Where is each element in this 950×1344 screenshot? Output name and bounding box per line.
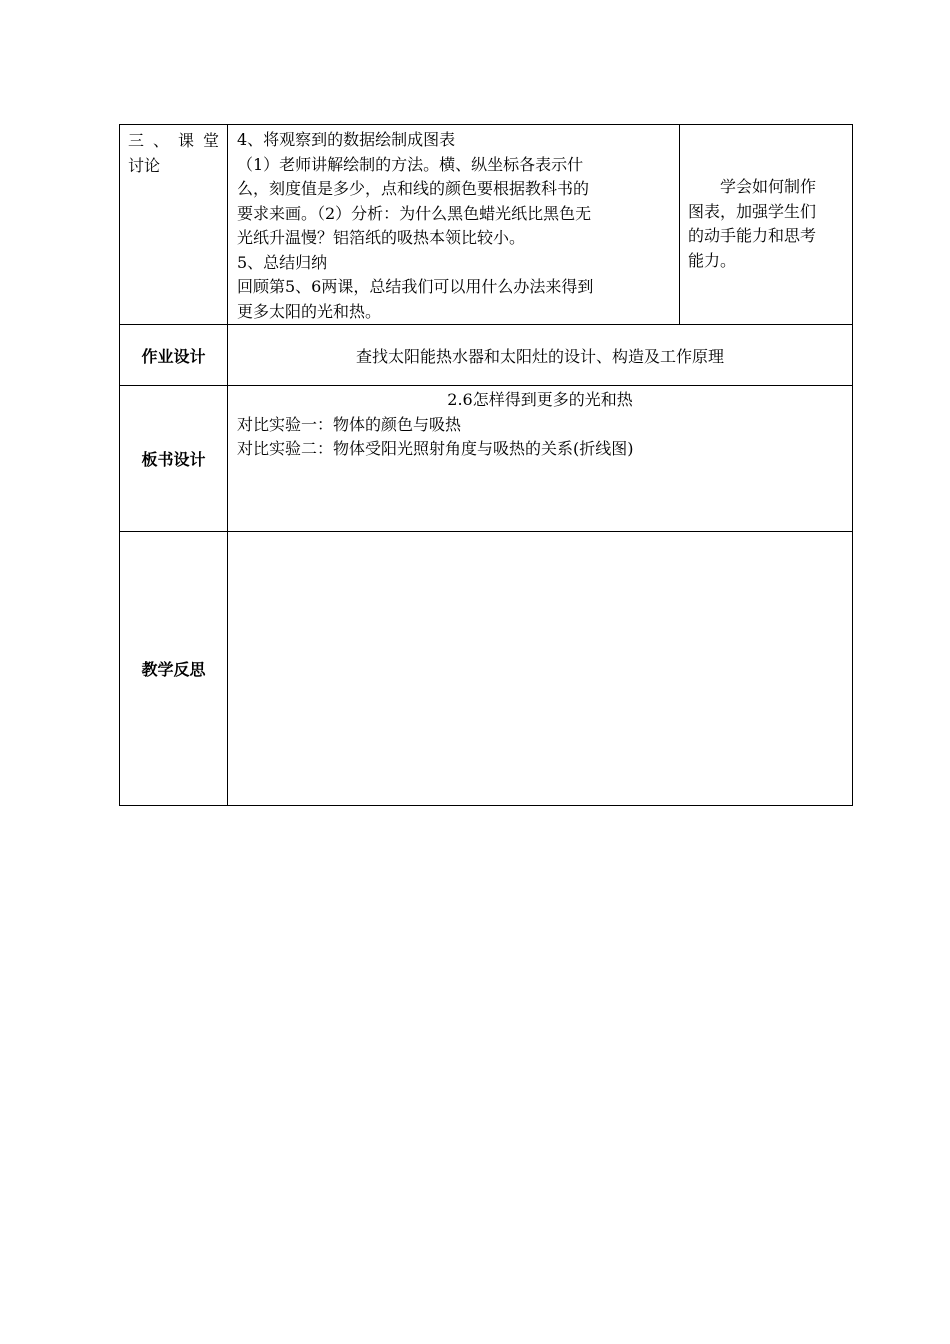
discussion-content-cell bbox=[228, 125, 680, 325]
stage-cell bbox=[120, 125, 228, 325]
stage-label-line2: 讨论 bbox=[128, 155, 161, 175]
goal-line: 学会如何制作 bbox=[688, 177, 817, 196]
content-line: 4、将观察到的数据绘制成图表 bbox=[237, 130, 456, 149]
content-line: 要求来画。（2）分析：为什么黑色蜡光纸比黑色无 bbox=[237, 203, 592, 223]
content-line: 光纸升温慢？铝箔纸的吸热本领比较小。 bbox=[237, 228, 526, 247]
board-label: 板书设计 bbox=[120, 386, 228, 532]
stage-label-line1: 三、课堂 bbox=[128, 131, 219, 150]
reflection-label: 教学反思 bbox=[120, 532, 228, 806]
content-line: （1）老师讲解绘制的方法。横、纵坐标各表示什 bbox=[237, 154, 584, 174]
goal-cell bbox=[680, 125, 853, 325]
discussion-row bbox=[120, 125, 853, 325]
goal-line: 的动手能力和思考 bbox=[688, 226, 817, 245]
lesson-plan-table bbox=[119, 124, 853, 806]
board-line: 对比实验二：物体受阳光照射角度与吸热的关系(折线图) bbox=[237, 439, 634, 458]
board-title: 2.6怎样得到更多的光和热 bbox=[447, 390, 633, 409]
board-line: 对比实验一：物体的颜色与吸热 bbox=[237, 414, 462, 434]
content-line: 回顾第5、6两课，总结我们可以用什么办法来得到 bbox=[237, 277, 594, 296]
goal-line: 能力。 bbox=[688, 250, 737, 270]
board-content-cell bbox=[228, 386, 853, 532]
content-line: 5、总结归纳 bbox=[237, 252, 328, 272]
board-row bbox=[120, 386, 853, 532]
content-line: 更多太阳的光和热。 bbox=[237, 301, 382, 321]
homework-label: 作业设计 bbox=[120, 325, 228, 386]
homework-content: 查找太阳能热水器和太阳灶的设计、构造及工作原理 bbox=[228, 325, 853, 386]
reflection-row bbox=[120, 532, 853, 806]
content-line: 么，刻度值是多少，点和线的颜色要根据教科书的 bbox=[237, 179, 590, 198]
homework-row bbox=[120, 325, 853, 386]
goal-line: 图表，加强学生们 bbox=[688, 201, 817, 221]
reflection-content bbox=[228, 532, 853, 806]
